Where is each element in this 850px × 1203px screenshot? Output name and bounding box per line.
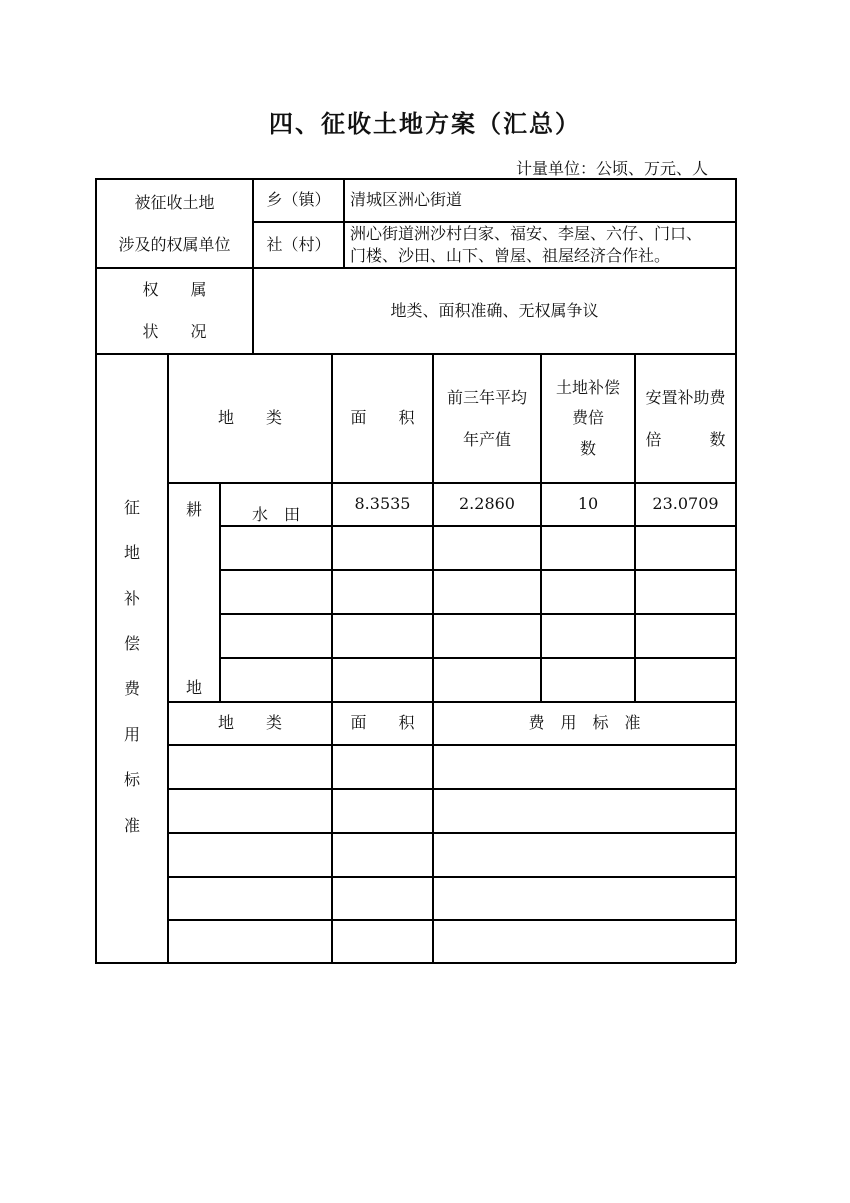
cultivated-land-label: 耕 地 xyxy=(185,500,202,697)
row-divider xyxy=(167,876,736,878)
village-value: 洲心街道洲沙村白家、福安、李屋、六仔、门口、 门楼、沙田、山下、曾屋、祖屋经济合作社。 xyxy=(350,224,703,265)
cell-subtype: 水 田 xyxy=(251,505,300,525)
ownership-status-value: 地类、面积准确、无权属争议 xyxy=(390,300,599,320)
header-resettlement-multiple: 安置补助费 倍 数 xyxy=(645,387,726,449)
table-right-border xyxy=(735,178,737,963)
header-land-type: 地 类 xyxy=(217,408,282,428)
cell-avg-output: 2.2860 xyxy=(459,494,515,514)
row-divider xyxy=(167,788,736,790)
cell-land-multiple: 10 xyxy=(577,494,599,514)
row-divider xyxy=(219,657,736,659)
table-bottom-border xyxy=(95,962,736,964)
header-avg-output: 前三年平均 年产值 xyxy=(446,387,527,449)
header-area: 面 积 xyxy=(350,408,415,428)
ownership-unit-label: 被征收土地 涉及的权属单位 xyxy=(118,192,231,254)
page-title: 四、征收土地方案（汇总） xyxy=(269,110,581,138)
cell-resettle-multiple: 23.0709 xyxy=(652,494,719,514)
ownership-status-label: 权 属 状 况 xyxy=(142,280,207,341)
fee-header-area: 面 积 xyxy=(350,713,415,733)
town-label: 乡（镇） xyxy=(266,190,331,210)
row-divider xyxy=(219,569,736,571)
header-land-compensation-multiple: 土地补偿 费倍 数 xyxy=(555,377,620,458)
compensation-standard-side-label: 征 地 补 偿 费 用 标 准 xyxy=(123,498,140,835)
village-label: 社（村） xyxy=(266,234,331,254)
row-divider xyxy=(167,744,736,746)
town-value: 清城区洲心街道 xyxy=(350,190,463,210)
row-divider xyxy=(167,832,736,834)
fee-header-land-type: 地 类 xyxy=(217,713,282,733)
cell-area: 8.3535 xyxy=(354,494,411,514)
unit-note: 计量单位：公顷、万元、人 xyxy=(515,159,708,178)
fee-header-standard: 费 用 标 准 xyxy=(528,713,641,733)
row-divider xyxy=(167,919,736,921)
row-divider xyxy=(219,613,736,615)
